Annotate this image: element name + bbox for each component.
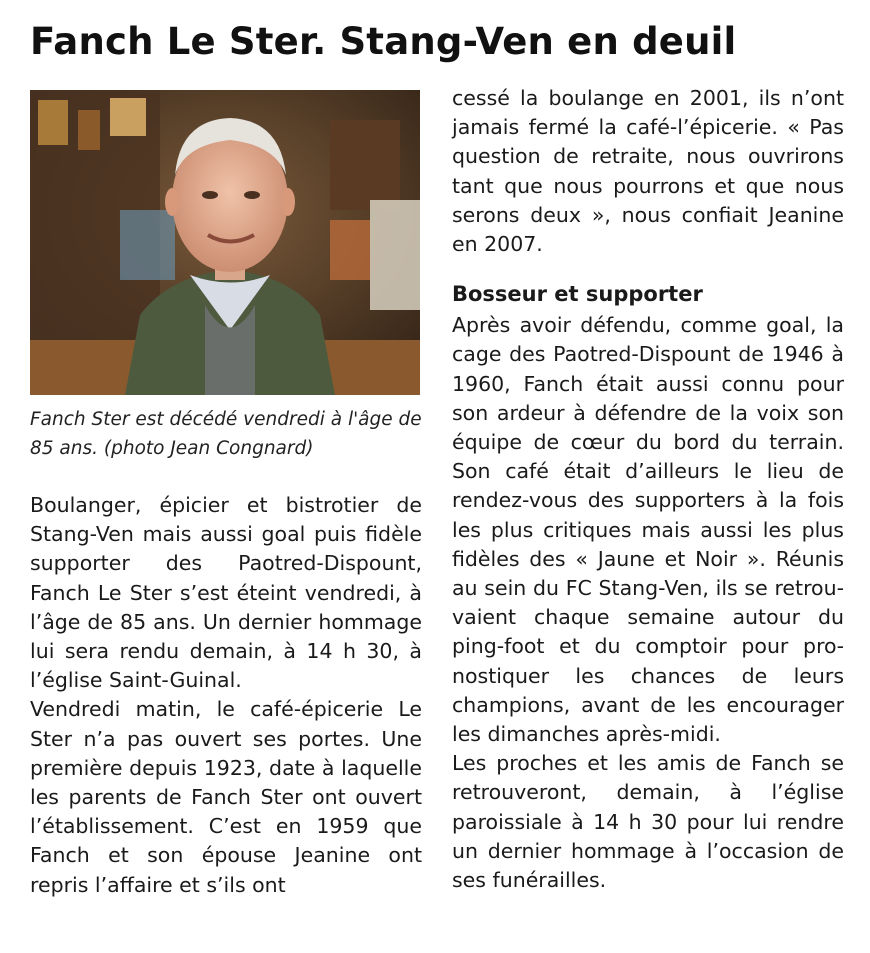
- photo-caption: Fanch Ster est décédé vendredi à l'âge de 85 ans. (photo Jean Congnard): [30, 409, 422, 459]
- paragraph: cessé la boulange en 2001, ils n’ont jamais fermé la café-l’épicerie. « Pas question de retraite, nous ouvrirons tant que nous pourrons et que nous serons deux », nous confiait Jeanine en 2007.: [452, 86, 844, 257]
- headline: Fanch Le Ster. Stang-Ven en deuil: [30, 20, 737, 63]
- left-column: [30, 491, 422, 900]
- paragraph: Vendredi matin, le café-épicerie Le Ster n’a pas ouvert ses portes. Une première depuis 1923, date à laquelle les parents de Fanch Ster ont ouvert l’établissement. C’est en 1959 que Fanch et son épouse Jeanine ont repris l’affaire et s’ils ont: [30, 697, 422, 897]
- paragraph: Les proches et les amis de Fanch se retrouveront, demain, à l’église paroissiale à 14 h 30 pour lui rendre un dernier hommage à l’occasion de ses funérailles.: [452, 751, 844, 893]
- portrait-photo: [30, 90, 420, 395]
- paragraph: Après avoir défendu, comme goal, la cage des Paotred-Dispount de 1946 à 1960, Fanch était aussi connu pour son ardeur à défendre de la voix son équipe de cœur du bord du terrain. Son café était d’ailleurs le lieu de rendez-vous des supporters à la fois les plus critiques mais aussi les plus fidèles des « Jaune et Noir ». Réunis au sein du FC Stang-Ven, ils se retrouvaient chaque semaine autour du ping-foot et du comptoir pour pronostiquer les chances de leurs champions, avant de les encourager les dimanches après-midi.: [452, 313, 844, 747]
- right-column: [452, 84, 844, 895]
- paragraph: Boulanger, épicier et bistrotier de Stang-Ven mais aussi goal puis fidèle supporter des Paotred-Dispount, Fanch Le Ster s’est éteint vendredi, à l’âge de 85 ans. Un dernier hommage lui sera rendu demain, à 14 h 30, à l’église Saint-Guinal.: [30, 493, 422, 693]
- subheading: Bosseur et supporter: [452, 282, 703, 307]
- portrait-photo-illustration: [30, 90, 420, 395]
